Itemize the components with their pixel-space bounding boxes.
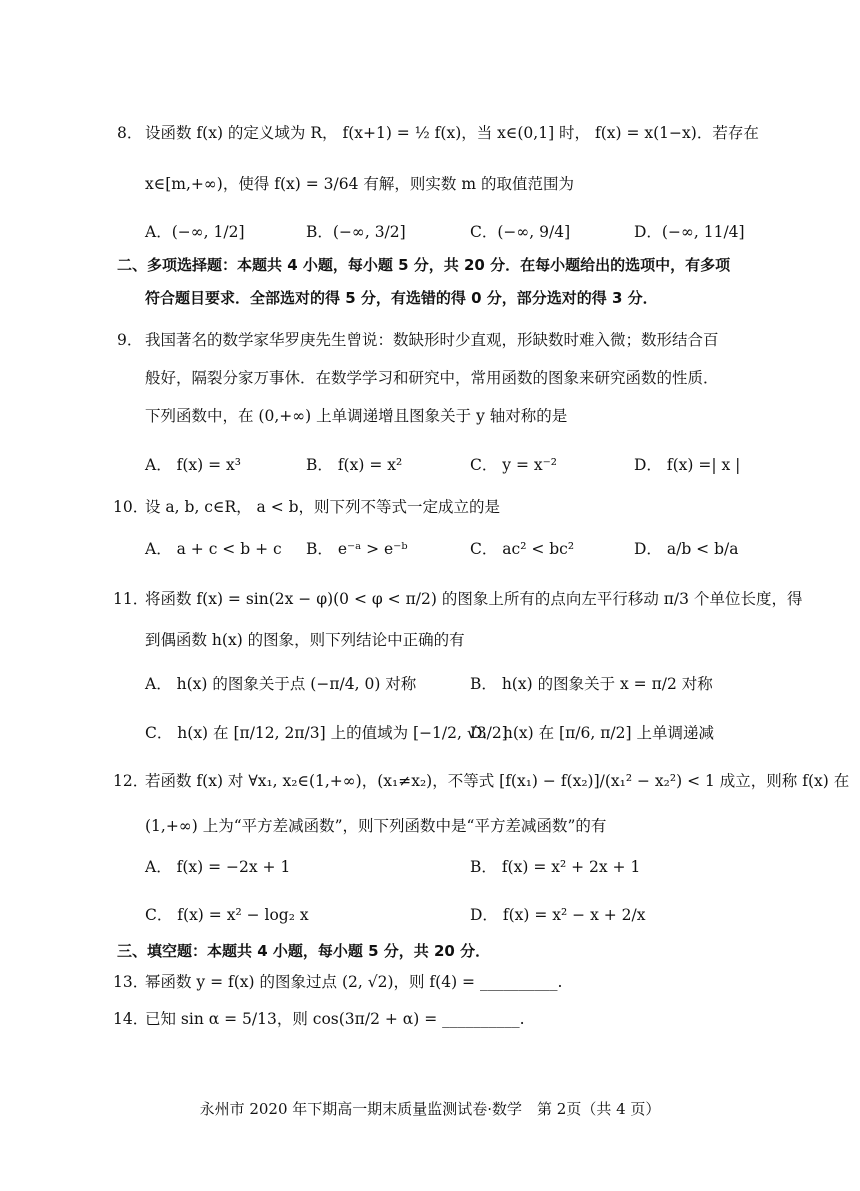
- q13-line1: 幂函数 y = f(x) 的图象过点 (2, √2)，则 f(4) = __________.: [145, 973, 563, 991]
- q12-option-a: A． f(x) = −2x + 1: [145, 858, 291, 876]
- q8-option-c: C．(−∞, 9/4]: [470, 223, 571, 241]
- q11-option-d: D． h(x) 在 [π/6, π/2] 上单调递减: [470, 724, 714, 742]
- q10-line1: 设 a, b, c∈R， a < b，则下列不等式一定成立的是: [145, 498, 501, 516]
- q9-option-d: D． f(x) =| x |: [634, 456, 741, 474]
- q10-option-b: B． e⁻ᵃ > e⁻ᵇ: [306, 540, 408, 558]
- q8-option-b: B．(−∞, 3/2]: [306, 223, 406, 241]
- q9-option-b: B． f(x) = x²: [306, 456, 403, 474]
- q11-line2: 到偶函数 h(x) 的图象，则下列结论中正确的有: [145, 631, 465, 649]
- q11-option-b: B． h(x) 的图象关于 x = π/2 对称: [470, 675, 713, 693]
- q9-option-a: A． f(x) = x³: [145, 456, 241, 474]
- q8-line2: x∈[m,+∞)，使得 f(x) = 3/64 有解，则实数 m 的取值范围为: [145, 175, 574, 193]
- q14-line1: 已知 sin α = 5/13，则 cos(3π/2 + α) = __________.: [145, 1010, 525, 1028]
- q10-option-d: D． a/b < b/a: [634, 540, 739, 558]
- q11-number: 11．: [113, 590, 149, 608]
- q8-option-a: A．(−∞, 1/2]: [145, 223, 245, 241]
- q9-option-c: C． y = x⁻²: [470, 456, 558, 474]
- q12-option-b: B． f(x) = x² + 2x + 1: [470, 858, 641, 876]
- section-3-heading: 三、填空题：本题共 4 小题，每小题 5 分，共 20 分．: [117, 942, 491, 960]
- q14-number: 14．: [113, 1010, 149, 1028]
- section-2-heading-line2: 符合题目要求．全部选对的得 5 分，有选错的得 0 分，部分选对的得 3 分．: [145, 289, 658, 307]
- q8-option-d: D．(−∞, 11/4]: [634, 223, 745, 241]
- q9-line1: 我国著名的数学家华罗庚先生曾说：数缺形时少直观，形缺数时难入微；数形结合百: [145, 331, 719, 349]
- q9-line3: 下列函数中，在 (0,+∞) 上单调递增且图象关于 y 轴对称的是: [145, 407, 568, 425]
- q11-option-c: C． h(x) 在 [π/12, 2π/3] 上的值域为 [−1/2, √3/2]: [145, 724, 508, 742]
- page-footer: 永州市 2020 年下期高一期末质量监测试卷·数学 第 2页（共 4 页）: [199, 1100, 661, 1118]
- q12-number: 12．: [113, 772, 149, 790]
- q12-option-c: C． f(x) = x² − log₂ x: [145, 906, 309, 924]
- q8-number: 8．: [117, 124, 143, 142]
- q12-line2: (1,+∞) 上为“平方差减函数”，则下列函数中是“平方差减函数”的有: [145, 817, 607, 835]
- q8-line1: 设函数 f(x) 的定义域为 R， f(x+1) = ½ f(x)，当 x∈(0,1] 时， f(x) = x(1−x)．若存在: [145, 124, 759, 142]
- section-2-heading-line1: 二、多项选择题：本题共 4 小题，每小题 5 分，共 20 分．在每小题给出的选项中，有多项: [117, 256, 731, 274]
- q9-line2: 般好，隔裂分家万事休．在数学学习和研究中，常用函数的图象来研究函数的性质．: [145, 369, 719, 387]
- q13-number: 13．: [113, 973, 149, 991]
- q12-option-d: D． f(x) = x² − x + 2/x: [470, 906, 646, 924]
- q10-number: 10．: [113, 498, 149, 516]
- q11-option-a: A． h(x) 的图象关于点 (−π/4, 0) 对称: [145, 675, 417, 693]
- q12-line1: 若函数 f(x) 对 ∀x₁, x₂∈(1,+∞)，(x₁≠x₂)，不等式 [f(x₁) − f(x₂)]/(x₁² − x₂²) < 1 成立，则称 f(x) 在: [145, 772, 850, 790]
- q10-option-c: C． ac² < bc²: [470, 540, 575, 558]
- q11-line1: 将函数 f(x) = sin(2x − φ)(0 < φ < π/2) 的图象上所有的点向左平行移动 π/3 个单位长度，得: [145, 590, 803, 608]
- q9-number: 9．: [117, 331, 143, 349]
- q10-option-a: A． a + c < b + c: [145, 540, 282, 558]
